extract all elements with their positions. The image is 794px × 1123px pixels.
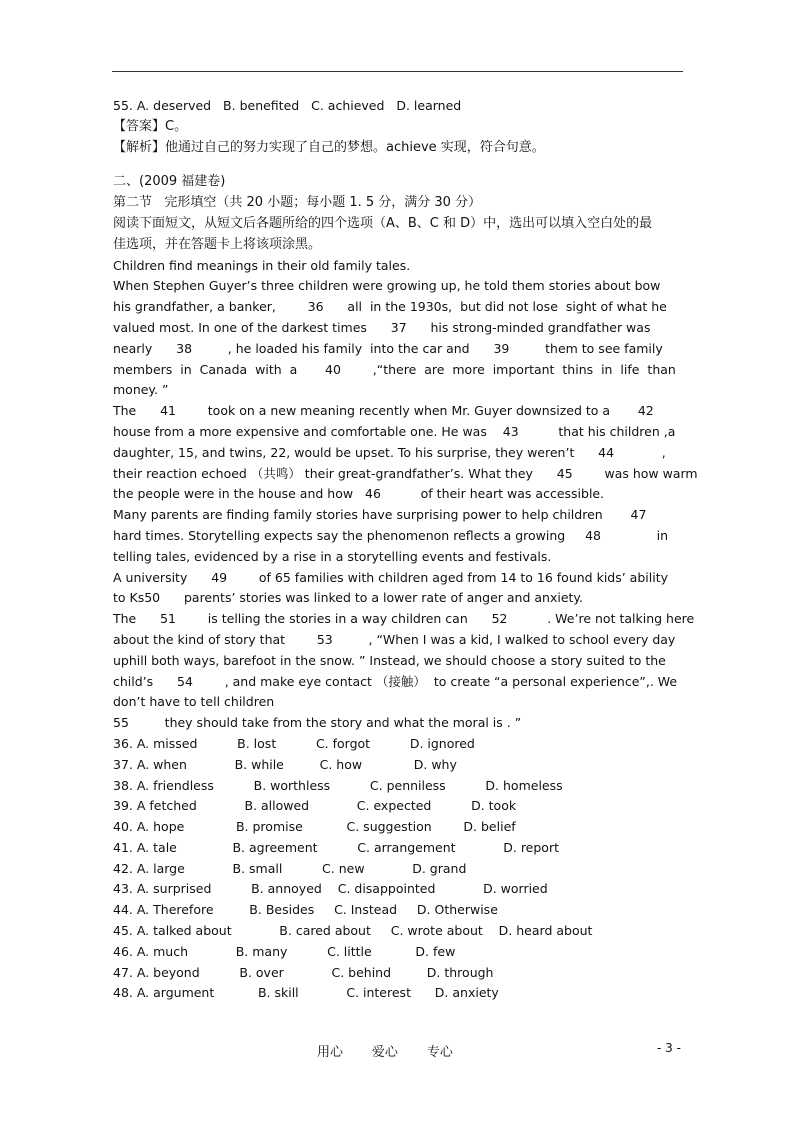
instructions-line-1: 阅读下面短文，从短文后各题所给的四个选项（A、B、C 和 D）中，选出可以填入空白处的最 — [113, 215, 653, 231]
passage-line: child’s 54 , and make eye contact （接触） to create “a personal experience”,. We — [113, 673, 678, 689]
option-row: 36. A. missed B. lost C. forgot D. ignored — [113, 735, 475, 751]
option-row: 37. A. when B. while C. how D. why — [113, 756, 457, 772]
passage-line: 55 they should take from the story and what the moral is . ” — [113, 715, 522, 731]
passage-line: Many parents are finding family stories have surprising power to help children 47 — [113, 507, 647, 523]
passage-line: money. ” — [113, 382, 169, 398]
footer-motto: 用心 爱心 专心 — [317, 1045, 453, 1060]
passage-line: daughter, 15, and twins, 22, would be upset. To his surprise, they weren’t 44 , — [113, 444, 666, 460]
passage-line: the people were in the house and how 46 of their heart was accessible. — [113, 486, 605, 502]
question-55: 55. A. deserved B. benefited C. achieved D. learned — [113, 98, 462, 113]
passage-line: A university 49 of 65 families with children aged from 14 to 16 found kids’ ability — [113, 569, 668, 585]
passage-line: house from a more expensive and comfortable one. He was 43 that his children ,a — [113, 423, 676, 439]
passage-line: their reaction echoed （共鸣） their great-grandfather’s. What they 45 was how warm — [113, 465, 698, 481]
answer-label: 【答案】C。 — [113, 118, 188, 134]
option-row: 44. A. Therefore B. Besides C. Instead D. Otherwise — [113, 902, 498, 918]
page-number: - 3 - — [657, 1041, 681, 1055]
option-row: 46. A. much B. many C. little D. few — [113, 943, 456, 959]
instructions-line-2: 佳选项，并在答题卡上将该项涂黑。 — [113, 236, 322, 252]
passage-line: The 51 is telling the stories in a way children can 52 . We’re not talking here — [113, 611, 695, 627]
section-heading: 二、(2009 福建卷) — [113, 174, 226, 190]
passage-line: hard times. Storytelling expects say the phenomenon reflects a growing 48 in — [113, 527, 669, 543]
passage-line: Children find meanings in their old family tales. — [113, 257, 411, 273]
passage-line: about the kind of story that 53 , “When I was a kid, I walked to school every day — [113, 631, 676, 647]
passage-line: The 41 took on a new meaning recently when Mr. Guyer downsized to a 42 — [113, 403, 654, 419]
passage-line: nearly 38 , he loaded his family into the car and 39 them to see family — [113, 340, 663, 356]
option-row: 38. A. friendless B. worthless C. penniless D. homeless — [113, 777, 563, 793]
option-row: 41. A. tale B. agreement C. arrangement D. report — [113, 839, 559, 855]
passage-line: don’t have to tell children — [113, 694, 275, 710]
option-row: 47. A. beyond B. over C. behind D. through — [113, 964, 494, 980]
option-row: 45. A. talked about B. cared about C. wrote about D. heard about — [113, 923, 593, 939]
section-subheading: 第二节 完形填空（共 20 小题；每小题 1. 5 分，满分 30 分） — [113, 195, 482, 211]
option-row: 40. A. hope B. promise C. suggestion D. belief — [113, 819, 516, 835]
option-row: 43. A. surprised B. annoyed C. disappointed D. worried — [113, 881, 548, 897]
document-body — [113, 96, 707, 1004]
option-row: 39. A fetched B. allowed C. expected D. took — [113, 798, 517, 814]
option-row: 42. A. large B. small C. new D. grand — [113, 860, 467, 876]
passage-line: When Stephen Guyer’s three children were growing up, he told them stories about bow — [113, 278, 661, 294]
analysis-text: 【解析】他通过自己的努力实现了自己的梦想。achieve 实现，符合句意。 — [113, 139, 545, 155]
passage-line: to Ks50 parents’ stories was linked to a lower rate of anger and anxiety. — [113, 590, 584, 606]
option-row: 48. A. argument B. skill C. interest D. anxiety — [113, 985, 499, 1001]
passage-line: members in Canada with a 40 ,“there are more important thins in life than — [113, 361, 676, 377]
passage-line: telling tales, evidenced by a rise in a storytelling events and festivals. — [113, 548, 552, 564]
passage-line: his grandfather, a banker, 36 all in the 1930s, but did not lose sight of what he — [113, 299, 667, 315]
header-rule — [112, 71, 683, 72]
passage-line: valued most. In one of the darkest times 37 his strong-minded grandfather was — [113, 319, 651, 335]
spacer — [113, 158, 707, 172]
passage-line: uphill both ways, barefoot in the snow. ” Instead, we should choose a story suited to the — [113, 652, 666, 668]
page-footer — [0, 1041, 794, 1059]
